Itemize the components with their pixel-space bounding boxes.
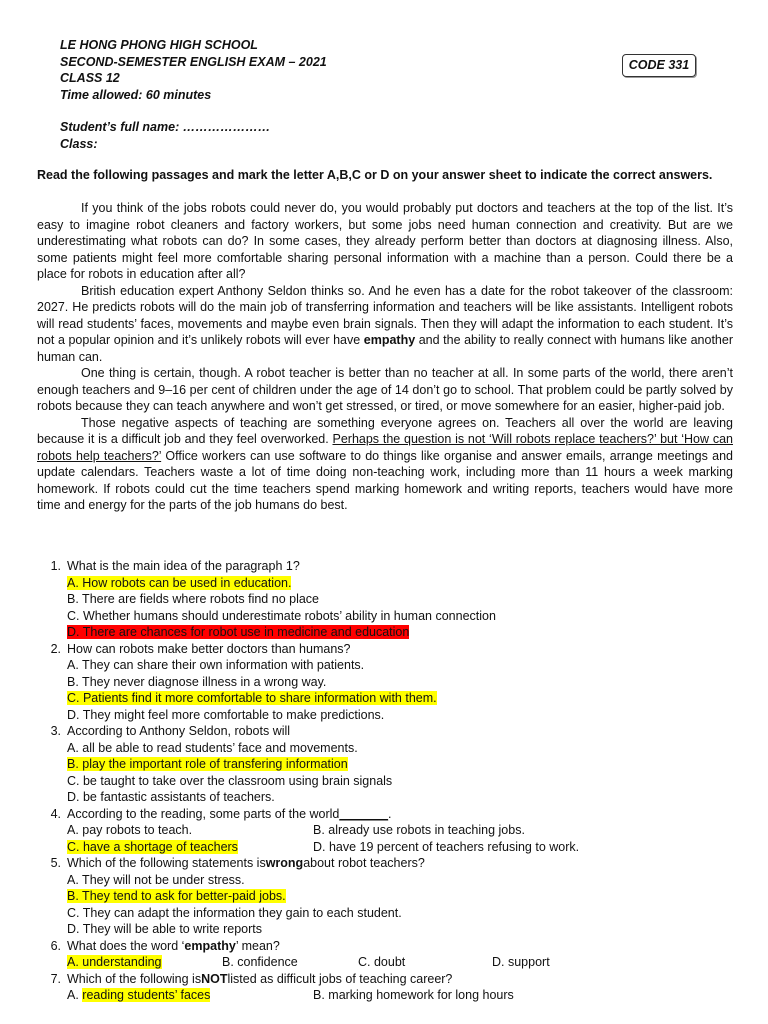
option-row <box>37 987 733 1004</box>
option: B. They tend to ask for better-paid jobs. <box>67 889 286 903</box>
option: A. all be able to read students’ face and movements. <box>67 740 358 755</box>
instruction-text: Read the following passages and mark the letter A,B,C or D on your answer sheet to indicate the correct answers. <box>37 168 713 182</box>
option-row <box>37 839 733 856</box>
option: D. There are chances for robot use in medicine and education <box>67 625 410 639</box>
paragraph-1: If you think of the jobs robots could never do, you would probably put doctors and teachers at the top of the list. It’s easy to imagine robot cleaners and factory workers, but some jobs need human connection and creativity. But are we underestimating what robots can do? In some cases, they already perform better than doctors at diagnosing illness. Also, some patients might feel more comfortable sharing personal information with a machine than a person. Could there be a place for robots in education after all? <box>37 201 733 281</box>
option: C. have a shortage of teachers <box>67 839 238 854</box>
option-row <box>37 822 733 839</box>
option: D. They might feel more comfortable to make predictions. <box>67 707 385 722</box>
option: A. They can share their own information with patients. <box>67 658 365 672</box>
reading-passage <box>37 200 733 514</box>
option: C. Whether humans should underestimate robots’ ability in human connection <box>67 608 496 623</box>
keyword-empathy: empathy <box>363 333 416 347</box>
question-7: 7. Which of the following is NOT listed as difficult jobs of teaching career? <box>50 971 453 986</box>
option: D. be fantastic assistants of teachers. <box>67 790 275 804</box>
option: C. doubt <box>358 955 406 969</box>
questions-list <box>37 558 733 1004</box>
question-2: 2. How can robots make better doctors than humans? <box>50 641 351 656</box>
option: A. understanding <box>67 955 162 969</box>
option-row <box>37 954 733 971</box>
option: B. play the important role of transfering information <box>67 757 348 771</box>
exam-title: SECOND-SEMESTER ENGLISH EXAM – 2021 <box>60 54 327 69</box>
paragraph-2: British education expert Anthony Seldon thinks so. And he even has a date for the robot takeover of the classroom: 2027. He predicts robots will do the main job of transferring information and teachers will be like assistants. Intelligent robots will read students’ faces, movements and maybe even brain signals. Then they will adapt the information to each student. It’s not a popular opinion and it’s unlikely robots will ever have empathy and the ability to really connect with humans like another human can. <box>37 283 733 364</box>
option: D. support <box>492 955 550 969</box>
option: B. already use robots in teaching jobs. <box>313 823 525 837</box>
option: C. Patients find it more comfortable to share information with them. <box>67 691 437 705</box>
school-name: LE HONG PHONG HIGH SCHOOL <box>60 38 258 52</box>
exam-header <box>60 37 327 152</box>
answer-blank: _______ <box>339 806 389 821</box>
question-6: 6. What does the word ‘ empathy ’ mean? <box>50 938 280 953</box>
question-5: 5. Which of the following statements is wrong about robot teachers? <box>50 856 425 870</box>
option: C. They can adapt the information they gain to each student. <box>67 905 402 920</box>
exam-code-box: CODE 331 <box>622 54 696 77</box>
option: A. pay robots to teach. <box>67 823 193 837</box>
paragraph-4: Those negative aspects of teaching are something everyone agrees on. Teachers all over the world are leaving because it is a difficult job and they feel overworked. Perhaps the question is not ‘Will robots replace teachers?’ but ‘How can robots help teachers?’ Office workers can use software to do things like organise and answer emails, arrange meetings and update calendars. Teachers waste a lot of time doing non-teaching work, including more than 11 hours a week marking homework. If robots could cut the time teachers spend marking homework and writing reports, teachers would have more time and energy for the parts of the job humans do best. <box>37 415 734 512</box>
paragraph-3: One thing is certain, though. A robot teacher is better than no teacher at all. In some parts of the world, there aren’t enough teachers and 9–16 per cent of children under the age of 14 don’t go to school. That problem could be partly solved by robots because they can teach anywhere and won’t get stressed, or tired, or move somewhere for an easier, higher-paid job. <box>37 366 733 413</box>
option: A. They will not be under stress. <box>67 872 245 887</box>
student-name-field: Student’s full name: ………………… <box>60 120 271 134</box>
option: B. confidence <box>222 955 298 969</box>
underlined-question: Perhaps the question is not ‘Will robots replace teachers?’ but ‘How can robots help teachers?’ <box>37 432 733 463</box>
option: B. There are fields where robots find no place <box>67 592 319 606</box>
class-label: CLASS 12 <box>60 71 120 85</box>
option: A. How robots can be used in education. <box>67 575 292 590</box>
option: D. have 19 percent of teachers refusing to work. <box>313 839 580 854</box>
time-allowed: Time allowed: 60 minutes <box>60 87 212 102</box>
question-4: 4. According to the reading, some parts of the world _______ . <box>50 806 392 821</box>
option: A. reading students’ faces <box>67 988 211 1002</box>
option: B. They never diagnose illness in a wrong way. <box>67 674 327 689</box>
class-field: Class: <box>60 136 98 151</box>
question-3: 3. According to Anthony Seldon, robots will <box>50 724 291 738</box>
option: B. marking homework for long hours <box>313 988 514 1002</box>
option: C. be taught to take over the classroom using brain signals <box>67 773 393 788</box>
question-1: 1. What is the main idea of the paragraph 1? <box>50 559 300 573</box>
option: D. They will be able to write reports <box>67 922 262 936</box>
